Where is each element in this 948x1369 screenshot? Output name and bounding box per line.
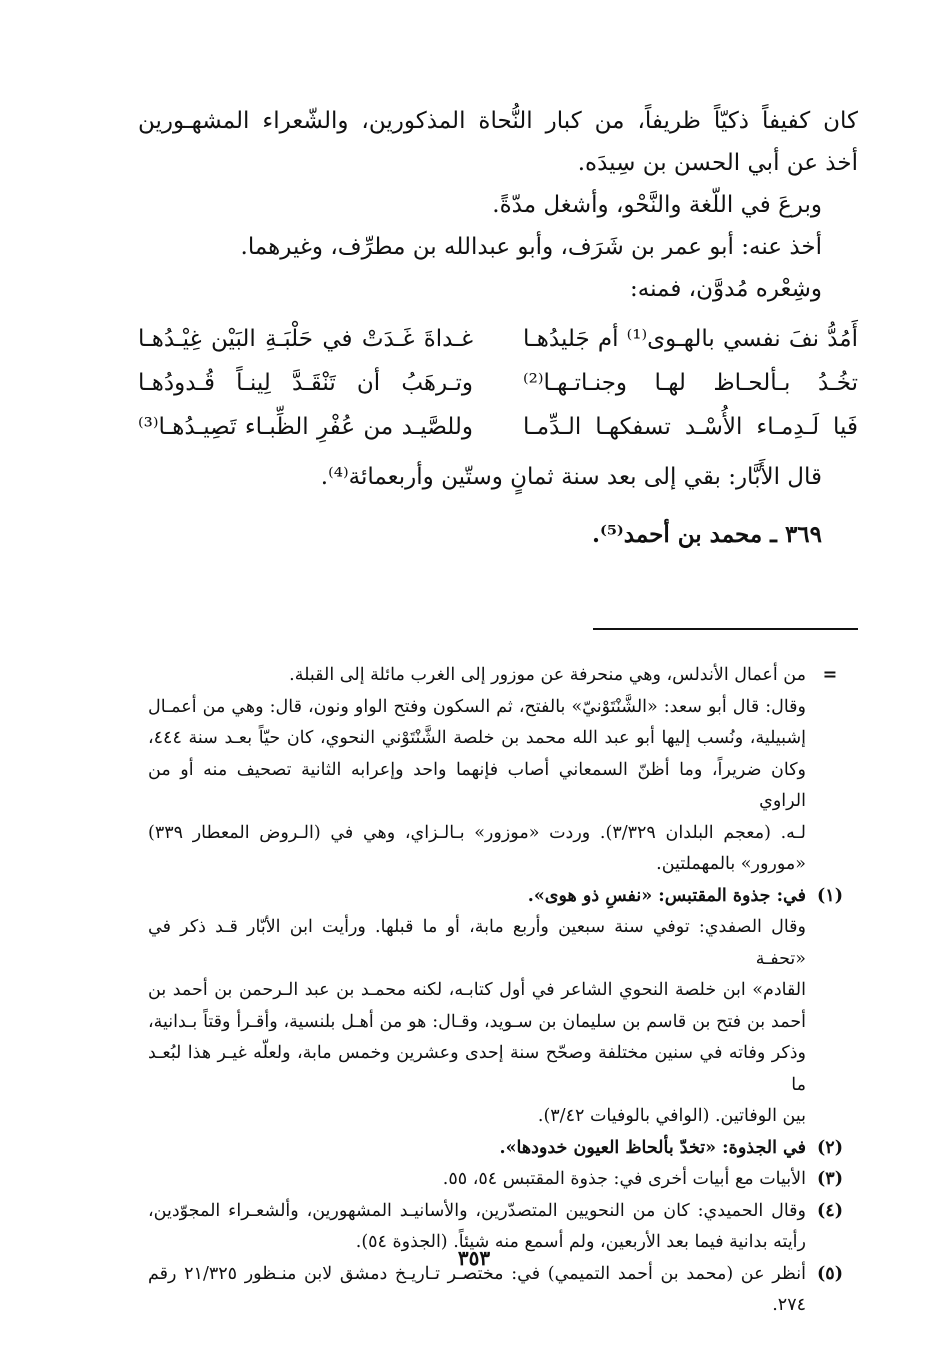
footnote-marker: (٤) — [817, 1200, 843, 1221]
footnote-line: وذكر وفاته في سنين مختلفة وصحّح سنة إحدى وعشرين وخمس مابة، ولعلّه غيـر هذا لبُعـد ما — [148, 1043, 806, 1095]
footnote — [98, 660, 858, 881]
poem — [138, 318, 858, 450]
footnote-line: إشبيلية، ونُسب إليها أبو عبد الله محمد بن خلصة الشَّنْتَوْني النحوي، كان حيّاً بعـد سنة ٤٤٤، — [148, 728, 806, 748]
footnote-body — [148, 1133, 806, 1165]
after-poem-text — [138, 456, 858, 556]
verse-first-hemistich: فَيا لَـدِمـاء الأُسْـد تسفكهـا الـدِّمـا — [523, 414, 858, 440]
footnote-line: وقال الحميدي: كان من النحويين المتصدّرين، والأسانيـد المشهورين، وألشعـراء المجوّدين، — [148, 1200, 806, 1221]
footnote-body — [148, 881, 806, 1133]
text-line: وبرعَ في اللّغة والنَّحْو، وأشغل مدّةً. — [492, 192, 822, 218]
verse-second-hemistich: وتـرهَبُ أن تَنْقَـدَّ لِينـاً قُـدودُهـا — [138, 370, 473, 396]
footnote-line: وكان ضريراً، وما أظنّ السمعاني أصاب فإنهما واحد وإعرابه الثانية تصحيف منه أو من الراوي — [148, 759, 806, 811]
footnote-line: ٢٧٤. — [772, 1295, 806, 1315]
footnote-line: من أعمال الأندلس، وهي منحرفة عن موزور إلى الغرب مائلة إلى القبلة. — [289, 665, 806, 685]
footnotes — [98, 660, 858, 1322]
footnote — [98, 881, 858, 1133]
footnote-line: في: جذوة المقتبس: «نفسِ ذو هوى». — [527, 885, 806, 906]
footnote-marker: (٣) — [817, 1169, 843, 1189]
footnote-line: أحمد بن فتح بن قاسم بن سليمان بن سـويد، وقـال: هو من أهـل بلنسية، وأقـرأ وقتاً بـدانية، — [148, 1011, 806, 1032]
footnote-body — [148, 660, 806, 881]
footnote-line: في الجذوة: «تخدّ بألحاظ العيون خدودها». — [499, 1137, 806, 1158]
verse-second-hemistich: غـداةَ غَـدَتْ في حَلْبَـةِ البَيْن غِيْـدُهـا — [138, 326, 473, 352]
main-text — [138, 100, 858, 310]
entry-heading: ٣٦٩ ـ محمد بن أحمد⁽⁵⁾. — [591, 521, 822, 548]
verse-first-hemistich: أَمُدُّ نفَ نفسي بالهـوى⁽¹⁾ أم جَليدُهـا — [523, 326, 858, 352]
footnote-line: وقال الصفدي: توفي سنة سبعين وأربع مابة، أو ما قبلها. ورأيت ابن الأبّار قـد ذكر في «تحفـة — [148, 917, 806, 969]
verse — [138, 318, 858, 362]
text-line: أخذ عنه: أبو عمر بن شَرَف، وأبو عبدالله بن مطرِّف، وغيرهما. — [240, 234, 822, 260]
verse-first-hemistich: تخُـدُ بـألحـاظ لهـا وجنـاتـهـا⁽²⁾ — [523, 370, 858, 396]
text-line: وشِعْره مُدوَّن، فمنه: — [630, 276, 822, 302]
footnote-body — [148, 1164, 806, 1196]
text-line: كان كفيفاً ذكيّاً ظريفاً، من كبار النُّحاة المذكورين، والشّعراء المشهـورين — [138, 108, 858, 134]
footnote-line: «مورور» بالمهملتين. — [656, 854, 806, 874]
footnote — [98, 1164, 858, 1196]
page-number: ٣٥٣ — [457, 1246, 491, 1270]
verse — [138, 362, 858, 406]
footnote-line: لـه. (معجم البلدان ٣/٣٢٩). وردت «موزور» بـالـزاي، وهي في (الـروض المعطار ٣٣٩) — [148, 822, 806, 843]
footnote-line: رأيته بدانية فيما بعد الأربعين، ولم أسمع منه شيئاً. (الجذوة ٥٤). — [355, 1232, 806, 1252]
abbar-quote: قال الأَبَّار: بقي إلى بعد سنة ثمانٍ وستّين وأربعمائة⁽⁴⁾. — [320, 464, 822, 490]
footnote-marker: (٢) — [817, 1137, 843, 1158]
footnote-line: بين الوفاتين. (الوافي بالوفيات ٣/٤٢). — [537, 1106, 806, 1126]
text-line: أخذ عن أبي الحسن بن سِيدَه. — [577, 150, 858, 176]
footnote-line: وقال: قال أبو سعد: «الشَّنْتَوْنيّ» بالفتح، ثم السكون وفتح الواو ونون، قال: وهي من أعمـال — [148, 696, 806, 717]
footnote — [98, 1133, 858, 1165]
footnote-marker: = — [822, 665, 838, 685]
footnote-marker: (١) — [817, 885, 843, 906]
footnote-line: الأبيات مع أبيات أخرى في: جذوة المقتبس ٥٤، ٥٥. — [442, 1169, 806, 1189]
verse-second-hemistich: وللصَّيـد من عُفْرِ الظِّبـاء تَصِيـدُهـا⁽³⁾ — [138, 414, 473, 440]
footnote-divider — [593, 628, 858, 630]
footnote-line: القادم» ابن خلصة النحوي الشاعر في أول كتابـه، لكنه محمـد بن عبد الـرحمن بن أحمد بن — [148, 980, 806, 1000]
footnote-marker: (٥) — [817, 1263, 843, 1284]
verse — [138, 406, 858, 450]
footnote-line: أنظر عن (محمد بن أحمد التميمي) في: مختصـر تـاريـخ دمشق لابن منـظور ٢١/٣٢٥ رقم — [148, 1263, 806, 1284]
